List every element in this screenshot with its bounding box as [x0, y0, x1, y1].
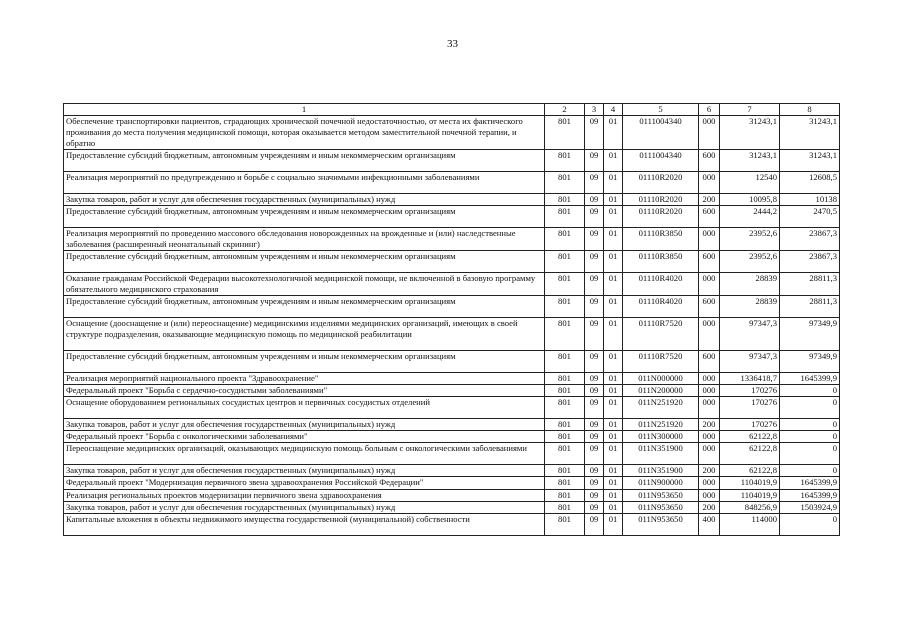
- budget-item-name: Переоснащение медицинских организаций, оказывающих медицинскую помощь больным с онкологическими заболеваниями: [64, 443, 545, 465]
- budget-item-name: Федеральный проект "Борьба с сердечно-сосудистыми заболеваниями": [64, 385, 545, 397]
- section-code: 09: [585, 465, 604, 477]
- amount-year-2: 28811,3: [780, 273, 840, 296]
- amount-year-1: 1336418,7: [720, 373, 780, 385]
- section-code: 09: [585, 172, 604, 194]
- subsection-code: 01: [604, 490, 623, 502]
- budget-item-name: Закупка товаров, работ и услуг для обеспечения государственных (муниципальных) нужд: [64, 419, 545, 431]
- budget-item-name: Федеральный проект "Модернизация первичного звена здравоохранения Российской Федерации": [64, 477, 545, 490]
- amount-year-2: 1645399,9: [780, 490, 840, 502]
- amount-year-1: 848256,9: [720, 502, 780, 514]
- budget-item-name: Закупка товаров, работ и услуг для обеспечения государственных (муниципальных) нужд: [64, 465, 545, 477]
- department-code: 801: [545, 296, 585, 318]
- amount-year-1: 10095,8: [720, 194, 780, 206]
- budget-item-name: Предоставление субсидий бюджетным, автономным учреждениям и иным некоммерческим организациям: [64, 150, 545, 172]
- table-row: [64, 490, 840, 502]
- target-article-code: 011N953650: [623, 490, 699, 502]
- expense-type-code: 000: [699, 397, 720, 419]
- target-article-code: 011N953650: [623, 514, 699, 536]
- subsection-code: 01: [604, 228, 623, 251]
- table-row: [64, 351, 840, 373]
- amount-year-2: 23867,3: [780, 228, 840, 251]
- table-row: [64, 397, 840, 419]
- header-cell-2: 2: [545, 104, 585, 116]
- expense-type-code: 200: [699, 465, 720, 477]
- department-code: 801: [545, 465, 585, 477]
- target-article-code: 011N953650: [623, 502, 699, 514]
- section-code: 09: [585, 228, 604, 251]
- table-row: [64, 116, 840, 150]
- amount-year-1: 114000: [720, 514, 780, 536]
- target-article-code: 011N351900: [623, 443, 699, 465]
- target-article-code: 01110R3850: [623, 228, 699, 251]
- department-code: 801: [545, 116, 585, 150]
- table-row: [64, 296, 840, 318]
- amount-year-2: 1503924,9: [780, 502, 840, 514]
- amount-year-1: 2444,2: [720, 206, 780, 228]
- expense-type-code: 600: [699, 206, 720, 228]
- subsection-code: 01: [604, 273, 623, 296]
- table-row: [64, 431, 840, 443]
- subsection-code: 01: [604, 385, 623, 397]
- amount-year-2: 0: [780, 514, 840, 536]
- department-code: 801: [545, 251, 585, 273]
- amount-year-2: 0: [780, 385, 840, 397]
- department-code: 801: [545, 385, 585, 397]
- budget-item-name: Предоставление субсидий бюджетным, автономным учреждениям и иным некоммерческим организациям: [64, 251, 545, 273]
- amount-year-1: 31243,1: [720, 116, 780, 150]
- budget-item-name: Реализация региональных проектов модернизации первичного звена здравоохранения: [64, 490, 545, 502]
- subsection-code: 01: [604, 296, 623, 318]
- section-code: 09: [585, 490, 604, 502]
- table-row: [64, 206, 840, 228]
- section-code: 09: [585, 206, 604, 228]
- subsection-code: 01: [604, 251, 623, 273]
- section-code: 09: [585, 431, 604, 443]
- table-row: [64, 251, 840, 273]
- table-row: [64, 273, 840, 296]
- section-code: 09: [585, 502, 604, 514]
- amount-year-2: 1645399,9: [780, 373, 840, 385]
- section-code: 09: [585, 251, 604, 273]
- expense-type-code: 200: [699, 419, 720, 431]
- expense-type-code: 200: [699, 194, 720, 206]
- department-code: 801: [545, 206, 585, 228]
- section-code: 09: [585, 477, 604, 490]
- target-article-code: 01110R2020: [623, 206, 699, 228]
- amount-year-1: 31243,1: [720, 150, 780, 172]
- expense-type-code: 000: [699, 385, 720, 397]
- amount-year-1: 170276: [720, 419, 780, 431]
- subsection-code: 01: [604, 351, 623, 373]
- header-cell-5: 5: [623, 104, 699, 116]
- department-code: 801: [545, 351, 585, 373]
- amount-year-2: 0: [780, 419, 840, 431]
- subsection-code: 01: [604, 443, 623, 465]
- section-code: 09: [585, 318, 604, 351]
- budget-item-name: Оснащение оборудованием региональных сосудистых центров и первичных сосудистых отделений: [64, 397, 545, 419]
- section-code: 09: [585, 373, 604, 385]
- expense-type-code: 000: [699, 228, 720, 251]
- department-code: 801: [545, 443, 585, 465]
- header-cell-1: 1: [64, 104, 545, 116]
- amount-year-1: 62122,8: [720, 431, 780, 443]
- budget-item-name: Предоставление субсидий бюджетным, автономным учреждениям и иным некоммерческим организациям: [64, 351, 545, 373]
- amount-year-2: 2470,5: [780, 206, 840, 228]
- expense-type-code: 600: [699, 296, 720, 318]
- subsection-code: 01: [604, 206, 623, 228]
- expense-type-code: 000: [699, 490, 720, 502]
- page-number: 33: [447, 38, 458, 50]
- table-row: [64, 373, 840, 385]
- amount-year-1: 170276: [720, 397, 780, 419]
- table-row: [64, 443, 840, 465]
- department-code: 801: [545, 373, 585, 385]
- subsection-code: 01: [604, 477, 623, 490]
- section-code: 09: [585, 150, 604, 172]
- department-code: 801: [545, 431, 585, 443]
- section-code: 09: [585, 116, 604, 150]
- budget-item-name: Капитальные вложения в объекты недвижимого имущества государственной (муниципальной) собственности: [64, 514, 545, 536]
- expense-type-code: 000: [699, 431, 720, 443]
- expense-type-code: 400: [699, 514, 720, 536]
- subsection-code: 01: [604, 502, 623, 514]
- subsection-code: 01: [604, 150, 623, 172]
- section-code: 09: [585, 514, 604, 536]
- budget-item-name: Закупка товаров, работ и услуг для обеспечения государственных (муниципальных) нужд: [64, 194, 545, 206]
- target-article-code: 01110R7520: [623, 351, 699, 373]
- amount-year-1: 97347,3: [720, 351, 780, 373]
- section-code: 09: [585, 443, 604, 465]
- table-row: [64, 477, 840, 490]
- expense-type-code: 000: [699, 477, 720, 490]
- subsection-code: 01: [604, 318, 623, 351]
- section-code: 09: [585, 419, 604, 431]
- budget-table: [63, 103, 840, 536]
- section-code: 09: [585, 351, 604, 373]
- department-code: 801: [545, 419, 585, 431]
- target-article-code: 011N351900: [623, 465, 699, 477]
- amount-year-2: 12608,5: [780, 172, 840, 194]
- table-row: [64, 150, 840, 172]
- amount-year-1: 23952,6: [720, 251, 780, 273]
- target-article-code: 01110R3850: [623, 251, 699, 273]
- budget-item-name: Закупка товаров, работ и услуг для обеспечения государственных (муниципальных) нужд: [64, 502, 545, 514]
- department-code: 801: [545, 172, 585, 194]
- target-article-code: 011N900000: [623, 477, 699, 490]
- target-article-code: 01110R2020: [623, 172, 699, 194]
- section-code: 09: [585, 194, 604, 206]
- amount-year-1: 1104019,9: [720, 477, 780, 490]
- budget-item-name: Предоставление субсидий бюджетным, автономным учреждениям и иным некоммерческим организациям: [64, 296, 545, 318]
- target-article-code: 011N200000: [623, 385, 699, 397]
- budget-item-name: Обеспечение транспортировки пациентов, страдающих хронической почечной недостаточностью, от места их фактического проживания до места получения медицинской помощи, которая оказывается методом заместительной почечной терапии, и обратно: [64, 116, 545, 150]
- department-code: 801: [545, 318, 585, 351]
- department-code: 801: [545, 194, 585, 206]
- amount-year-1: 28839: [720, 273, 780, 296]
- expense-type-code: 600: [699, 351, 720, 373]
- target-article-code: 01110R4020: [623, 273, 699, 296]
- amount-year-2: 10138: [780, 194, 840, 206]
- subsection-code: 01: [604, 194, 623, 206]
- department-code: 801: [545, 477, 585, 490]
- section-code: 09: [585, 397, 604, 419]
- subsection-code: 01: [604, 514, 623, 536]
- department-code: 801: [545, 397, 585, 419]
- department-code: 801: [545, 150, 585, 172]
- department-code: 801: [545, 490, 585, 502]
- amount-year-2: 0: [780, 431, 840, 443]
- table-row: [64, 514, 840, 536]
- header-cell-4: 4: [604, 104, 623, 116]
- subsection-code: 01: [604, 116, 623, 150]
- amount-year-2: 0: [780, 397, 840, 419]
- header-cell-7: 7: [720, 104, 780, 116]
- budget-item-name: Реализация мероприятий по предупреждению и борьбе с социально значимыми инфекционными заболеваниями: [64, 172, 545, 194]
- section-code: 09: [585, 273, 604, 296]
- budget-item-name: Федеральный проект "Борьба с онкологическими заболеваниями": [64, 431, 545, 443]
- amount-year-2: 31243,1: [780, 150, 840, 172]
- target-article-code: 0111004340: [623, 116, 699, 150]
- amount-year-1: 62122,8: [720, 443, 780, 465]
- target-article-code: 011N000000: [623, 373, 699, 385]
- header-cell-6: 6: [699, 104, 720, 116]
- amount-year-2: 0: [780, 465, 840, 477]
- subsection-code: 01: [604, 397, 623, 419]
- amount-year-2: 1645399,9: [780, 477, 840, 490]
- amount-year-1: 28839: [720, 296, 780, 318]
- amount-year-1: 12540: [720, 172, 780, 194]
- subsection-code: 01: [604, 172, 623, 194]
- amount-year-2: 97349,9: [780, 351, 840, 373]
- department-code: 801: [545, 273, 585, 296]
- target-article-code: 01110R4020: [623, 296, 699, 318]
- table-row: [64, 172, 840, 194]
- amount-year-2: 23867,3: [780, 251, 840, 273]
- expense-type-code: 600: [699, 150, 720, 172]
- expense-type-code: 200: [699, 502, 720, 514]
- table-row: [64, 228, 840, 251]
- target-article-code: 011N251920: [623, 397, 699, 419]
- table-row: [64, 385, 840, 397]
- target-article-code: 01110R2020: [623, 194, 699, 206]
- budget-item-name: Реализация мероприятий по проведению массового обследования новорожденных на врожденные и (или) наследственные заболевания (расширенный неонатальный скрининг): [64, 228, 545, 251]
- table-row: [64, 502, 840, 514]
- amount-year-2: 97349,9: [780, 318, 840, 351]
- department-code: 801: [545, 228, 585, 251]
- table-body: [64, 116, 840, 536]
- expense-type-code: 000: [699, 318, 720, 351]
- header-cell-3: 3: [585, 104, 604, 116]
- expense-type-code: 000: [699, 116, 720, 150]
- subsection-code: 01: [604, 419, 623, 431]
- amount-year-2: 0: [780, 443, 840, 465]
- header-cell-8: 8: [780, 104, 840, 116]
- target-article-code: 011N300000: [623, 431, 699, 443]
- table-row: [64, 419, 840, 431]
- expense-type-code: 000: [699, 373, 720, 385]
- amount-year-1: 170276: [720, 385, 780, 397]
- target-article-code: 01110R7520: [623, 318, 699, 351]
- amount-year-2: 28811,3: [780, 296, 840, 318]
- expense-type-code: 000: [699, 172, 720, 194]
- expense-type-code: 000: [699, 443, 720, 465]
- budget-item-name: Реализация мероприятий национального проекта "Здравоохранение": [64, 373, 545, 385]
- target-article-code: 0111004340: [623, 150, 699, 172]
- department-code: 801: [545, 502, 585, 514]
- amount-year-1: 23952,6: [720, 228, 780, 251]
- budget-item-name: Оказание гражданам Российской Федерации высокотехнологичной медицинской помощи, не включенной в базовую программу обязательного медицинского страхования: [64, 273, 545, 296]
- expense-type-code: 600: [699, 251, 720, 273]
- amount-year-1: 97347,3: [720, 318, 780, 351]
- subsection-code: 01: [604, 373, 623, 385]
- section-code: 09: [585, 385, 604, 397]
- table-row: [64, 465, 840, 477]
- header-row: [64, 104, 840, 116]
- target-article-code: 011N251920: [623, 419, 699, 431]
- amount-year-1: 62122,8: [720, 465, 780, 477]
- section-code: 09: [585, 296, 604, 318]
- table-row: [64, 194, 840, 206]
- budget-item-name: Предоставление субсидий бюджетным, автономным учреждениям и иным некоммерческим организациям: [64, 206, 545, 228]
- subsection-code: 01: [604, 465, 623, 477]
- table-row: [64, 318, 840, 351]
- subsection-code: 01: [604, 431, 623, 443]
- budget-item-name: Оснащение (дооснащение и (или) переоснащение) медицинскими изделиями медицинских организаций, имеющих в своей структуре подразделения, оказывающие медицинскую помощь по медицинской реабилитации: [64, 318, 545, 351]
- department-code: 801: [545, 514, 585, 536]
- expense-type-code: 000: [699, 273, 720, 296]
- amount-year-2: 31243,1: [780, 116, 840, 150]
- amount-year-1: 1104019,9: [720, 490, 780, 502]
